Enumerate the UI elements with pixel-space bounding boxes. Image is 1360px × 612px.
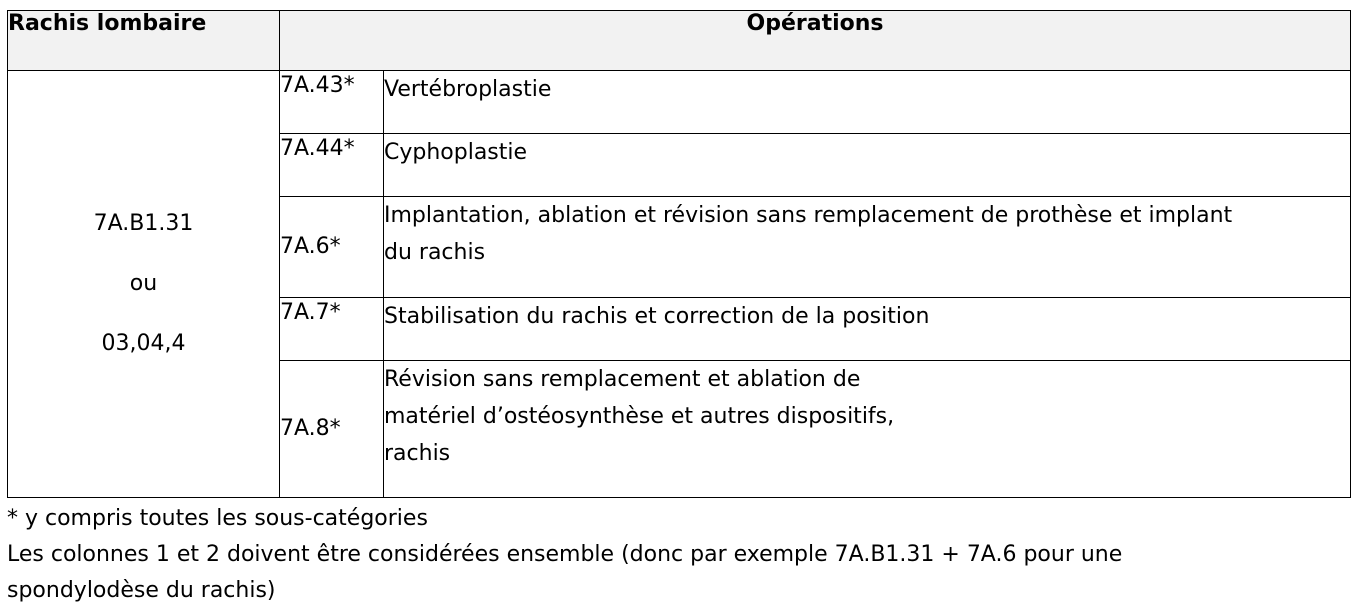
operations-table xyxy=(7,10,1351,498)
description-line: Implantation, ablation et révision sans remplacement de prothèse et implant xyxy=(384,203,1233,228)
region-or: ou xyxy=(129,271,158,296)
header-operations: Opérations xyxy=(280,11,1351,71)
description-line: Révision sans remplacement et ablation de xyxy=(384,367,861,392)
table-row xyxy=(8,71,1351,134)
footnote-asterisk: * y compris toutes les sous-catégories xyxy=(7,506,428,531)
operation-code: 7A.7* xyxy=(280,298,384,361)
description-line: rachis xyxy=(384,441,451,466)
description-line: Cyphoplastie xyxy=(384,140,528,165)
description-line: Stabilisation du rachis et correction de la position xyxy=(384,304,930,329)
operation-description xyxy=(384,71,1351,134)
operation-description xyxy=(384,298,1351,361)
footnote-columns: Les colonnes 1 et 2 doivent être considérées ensemble (donc par exemple 7A.B1.31 + 7A.6 pour une xyxy=(7,542,1123,567)
operation-description xyxy=(384,134,1351,197)
description-line: Vertébroplastie xyxy=(384,77,552,102)
operation-description xyxy=(384,197,1351,298)
header-rachis-lombaire: Rachis lombaire xyxy=(8,11,280,71)
table-header-row xyxy=(8,11,1351,71)
operation-description xyxy=(384,361,1351,498)
operation-code: 7A.8* xyxy=(280,361,384,498)
operation-code: 7A.44* xyxy=(280,134,384,197)
operation-code: 7A.6* xyxy=(280,197,384,298)
region-code-cell xyxy=(8,71,280,498)
operation-code: 7A.43* xyxy=(280,71,384,134)
description-line: du rachis xyxy=(384,240,486,265)
footnote-columns-continued: spondylodèse du rachis) xyxy=(7,578,276,603)
description-line: matériel d’ostéosynthèse et autres dispositifs, xyxy=(384,404,895,429)
region-code: 7A.B1.31 xyxy=(93,211,194,236)
region-alt-code: 03,04,4 xyxy=(101,331,186,356)
